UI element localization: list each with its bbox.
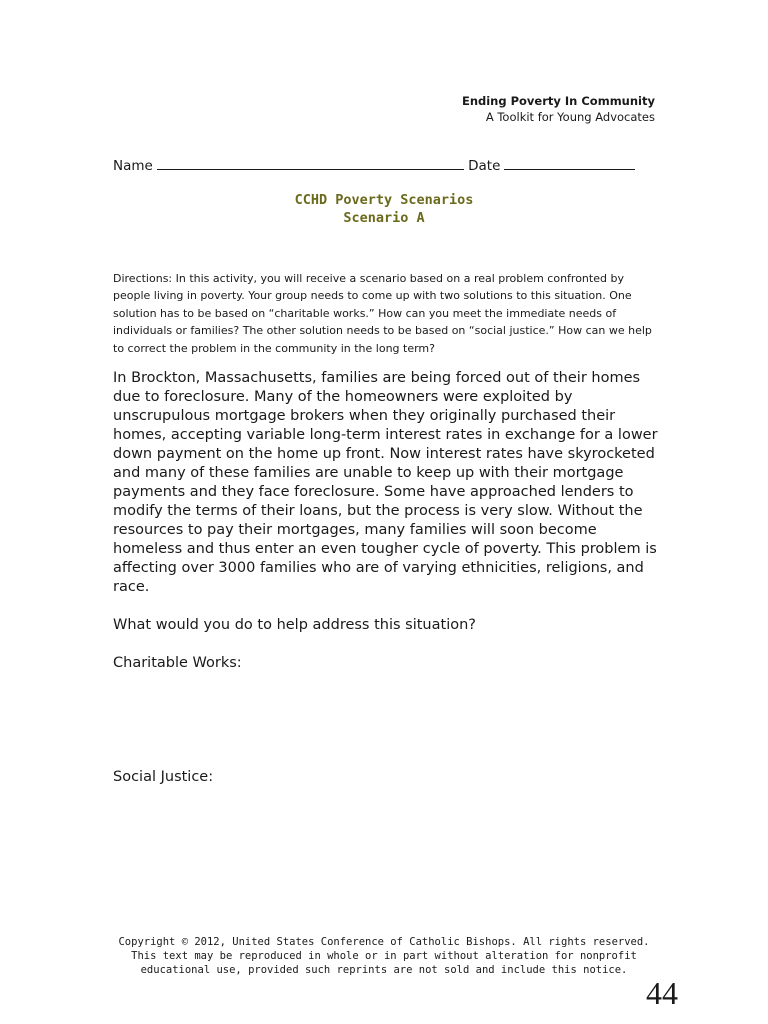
question-text: What would you do to help address this situation?	[113, 617, 476, 633]
name-label: Name	[113, 158, 153, 174]
toolkit-subtitle: A Toolkit for Young Advocates	[485, 110, 655, 124]
toolkit-title: Ending Poverty In Community	[461, 94, 655, 108]
heading-line1: CCHD Poverty Scenarios	[294, 192, 474, 208]
page-number: 44	[646, 975, 678, 1011]
date-blank	[504, 157, 635, 170]
copyright-footer	[0, 935, 768, 977]
social-justice-label: Social Justice:	[113, 769, 214, 785]
footer-line2: This text may be reproduced in whole or in part without alteration for nonprofit	[131, 950, 637, 962]
charitable-works-label: Charitable Works:	[113, 655, 242, 671]
scenario-paragraph: In Brockton, Massachusetts, families are being forced out of their homes due to foreclosure. Many of the homeowners were exploited by unscrupulous mortgage brokers when they originally purchased their homes, accepting variable long-term interest rates in exchange for a lower down payment on the home up front. Now interest rates have skyrocketed and many of these families are unable to keep up with their mortgage payments and they face foreclosure. Some have approached lenders to modify the terms of their loans, but the process is very slow. Without the resources to pay their mortgages, many families will soon become homeless and thus enter an even tougher cycle of poverty. This problem is affecting over 3000 families who are of varying ethnicities, religions, and race.	[113, 370, 658, 595]
name-blank	[157, 157, 464, 170]
scenario-heading	[0, 191, 768, 227]
document-header	[462, 93, 655, 125]
date-label: Date	[468, 158, 501, 174]
footer-line1: Copyright © 2012, United States Conference of Catholic Bishops. All rights reserved.	[118, 936, 650, 948]
name-date-line	[113, 157, 635, 174]
directions-paragraph: Directions: In this activity, you will receive a scenario based on a real problem confronted by people living in poverty. Your group needs to come up with two solutions to this situation. One solution has to be based on “charitable works.” How can you meet the immediate needs of individuals or families? The other solution needs to be based on “social justice.” How can we help to correct the problem in the community in the long term?	[113, 272, 652, 355]
footer-line3: educational use, provided such reprints are not sold and include this notice.	[140, 964, 628, 976]
heading-line2: Scenario A	[343, 210, 425, 226]
